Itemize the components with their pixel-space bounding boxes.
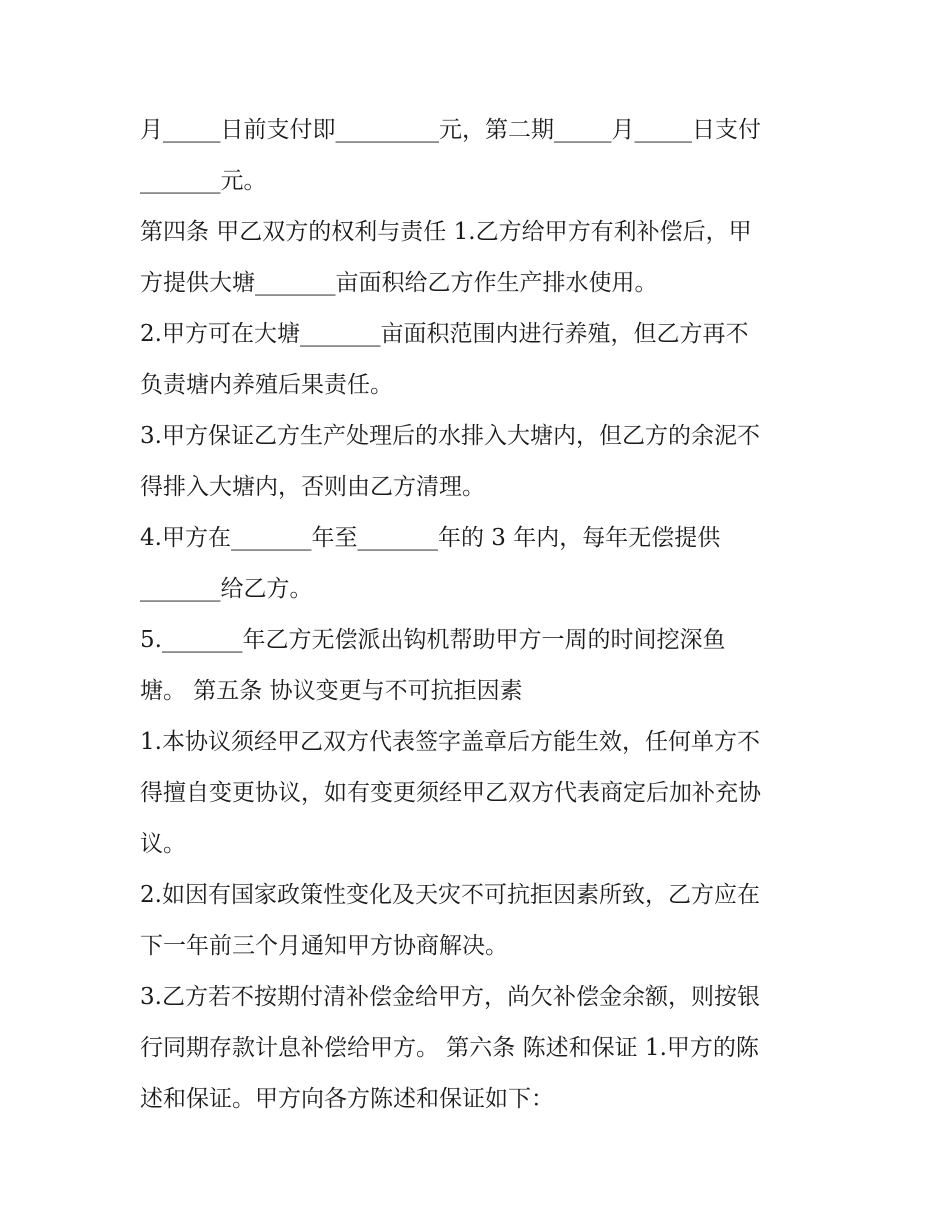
text-line: 述和保证。甲方向各方陈述和保证如下： bbox=[140, 1086, 554, 1112]
text-line: 下一年前三个月通知甲方协商解决。 bbox=[140, 933, 508, 959]
text-line: 塘。 第五条 协议变更与不可抗拒因素 bbox=[140, 678, 523, 704]
text-line: _______给乙方。 bbox=[140, 576, 313, 602]
text-line: 议。 bbox=[140, 831, 186, 857]
text-line: 2.甲方可在大塘_______亩面积范围内进行养殖，但乙方再不 bbox=[140, 321, 749, 347]
text-line: 负责塘内养殖后果责任。 bbox=[140, 372, 393, 398]
text-line: 得擅自变更协议，如有变更须经甲乙双方代表商定后加补充协 bbox=[140, 780, 761, 806]
text-line: 5._______年乙方无偿派出钩机帮助甲方一周的时间挖深鱼 bbox=[140, 627, 726, 653]
text-line: 第四条 甲乙双方的权利与责任 1.乙方给甲方有利补偿后，甲 bbox=[140, 219, 752, 245]
text-line: 方提供大塘_______亩面积给乙方作生产排水使用。 bbox=[140, 270, 658, 296]
text-line: 月_____日前支付即_________元，第二期_____月_____日支付 bbox=[140, 117, 761, 143]
text-line: 3.甲方保证乙方生产处理后的水排入大塘内，但乙方的余泥不 bbox=[140, 423, 760, 449]
text-line: _______元。 bbox=[140, 168, 267, 194]
text-line: 4.甲方在_______年至_______年的 3 年内，每年无偿提供 bbox=[140, 525, 721, 551]
text-line: 2.如因有国家政策性变化及天灾不可抗拒因素所致，乙方应在 bbox=[140, 882, 760, 908]
document-body bbox=[140, 105, 820, 1125]
text-line: 3.乙方若不按期付清补偿金给甲方，尚欠补偿金余额，则按银 bbox=[140, 984, 760, 1010]
text-line: 得排入大塘内，否则由乙方清理。 bbox=[140, 474, 485, 500]
text-line: 行同期存款计息补偿给甲方。 第六条 陈述和保证 1.甲方的陈 bbox=[140, 1035, 759, 1061]
text-line: 1.本协议须经甲乙双方代表签字盖章后方能生效，任何单方不 bbox=[140, 729, 760, 755]
